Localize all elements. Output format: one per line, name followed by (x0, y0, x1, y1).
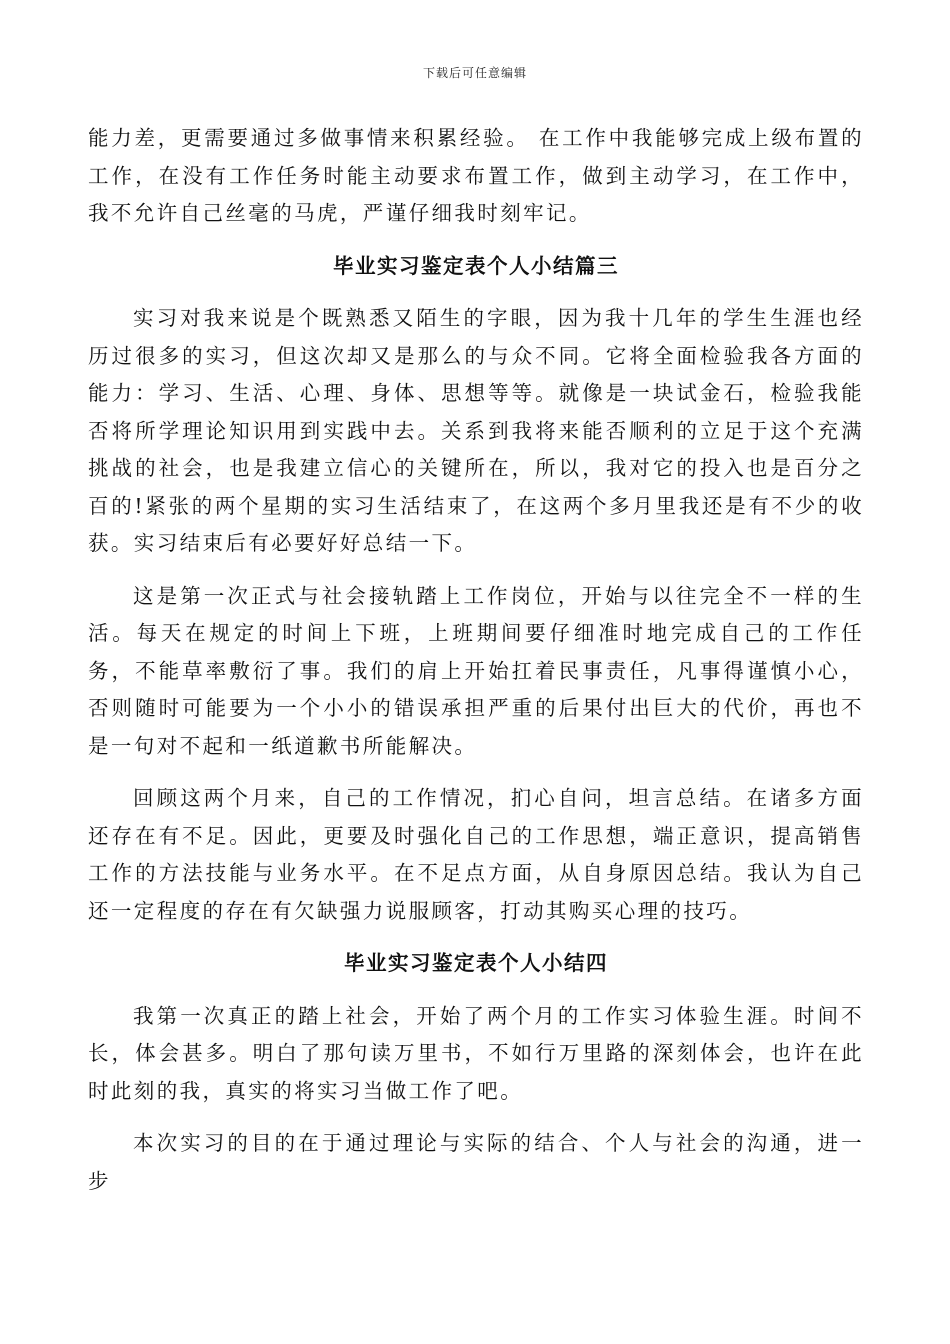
paragraph-continued: 能力差，更需要通过多做事情来积累经验。 在工作中我能够完成上级布置的工作，在没有工作任务时能主动要求布置工作，做到主动学习，在工作中，我不允许自己丝毫的马虎，严谨仔细我时刻牢记。 (88, 126, 864, 225)
spacer (88, 285, 864, 300)
spacer (88, 765, 864, 780)
spacer (88, 233, 864, 248)
section-4-title: 毕业实习鉴定表个人小结四 (344, 951, 608, 975)
section-3-title: 毕业实习鉴定表个人小结篇三 (333, 253, 619, 278)
header-note: 下载后可任意编辑 (422, 66, 527, 80)
section-3-paragraph-1: 实习对我来说是个既熟悉又陌生的字眼，因为我十几年的学生生涯也经历过很多的实习，但这次却又是那么的与众不同。它将全面检验我各方面的能力：学习、生活、心理、身体、思想等等。就像是一块试金石，检验我能否将所学理论知识用到实践中去。关系到我将来能否顺利的立足于这个充满挑战的社会，也是我建立信心的关键所在，所以，我对它的投入也是百分之百的!紧张的两个星期的实习生活结束了，在这两个多月里我还是有不少的收获。实习结束后有必要好好总结一下。 (88, 306, 864, 555)
document-body (88, 120, 864, 1200)
spacer (88, 563, 864, 578)
section-3-paragraph-3: 回顾这两个月来，自己的工作情况，扪心自问，坦言总结。在诸多方面还存在有不足。因此，更要及时强化自己的工作思想，端正意识，提高销售工作的方法技能与业务水平。在不足点方面，从自身原因总结。我认为自己还一定程度的存在有欠缺强力说服顾客，打动其购买心理的技巧。 (88, 786, 864, 923)
section-3-paragraph-2: 这是第一次正式与社会接轨踏上工作岗位，开始与以往完全不一样的生活。每天在规定的时间上下班，上班期间要仔细准时地完成自己的工作任务，不能草率敷衍了事。我们的肩上开始扛着民事责任，凡事得谨慎小心，否则随时可能要为一个小小的错误承担严重的后果付出巨大的代价，再也不是一句对不起和一纸道歉书所能解决。 (88, 583, 864, 758)
section-4-paragraph-1: 我第一次真正的踏上社会，开始了两个月的工作实习体验生涯。时间不长，体会甚多。明白了那句读万里书，不如行万里路的深刻体会，也许在此时此刻的我，真实的将实习当做工作了吧。 (88, 1003, 864, 1103)
section-4-paragraph-2: 本次实习的目的在于通过理论与实际的结合、个人与社会的沟通，进一步 (88, 1131, 864, 1193)
spacer (88, 1110, 864, 1125)
spacer (88, 983, 864, 998)
spacer (88, 930, 864, 945)
